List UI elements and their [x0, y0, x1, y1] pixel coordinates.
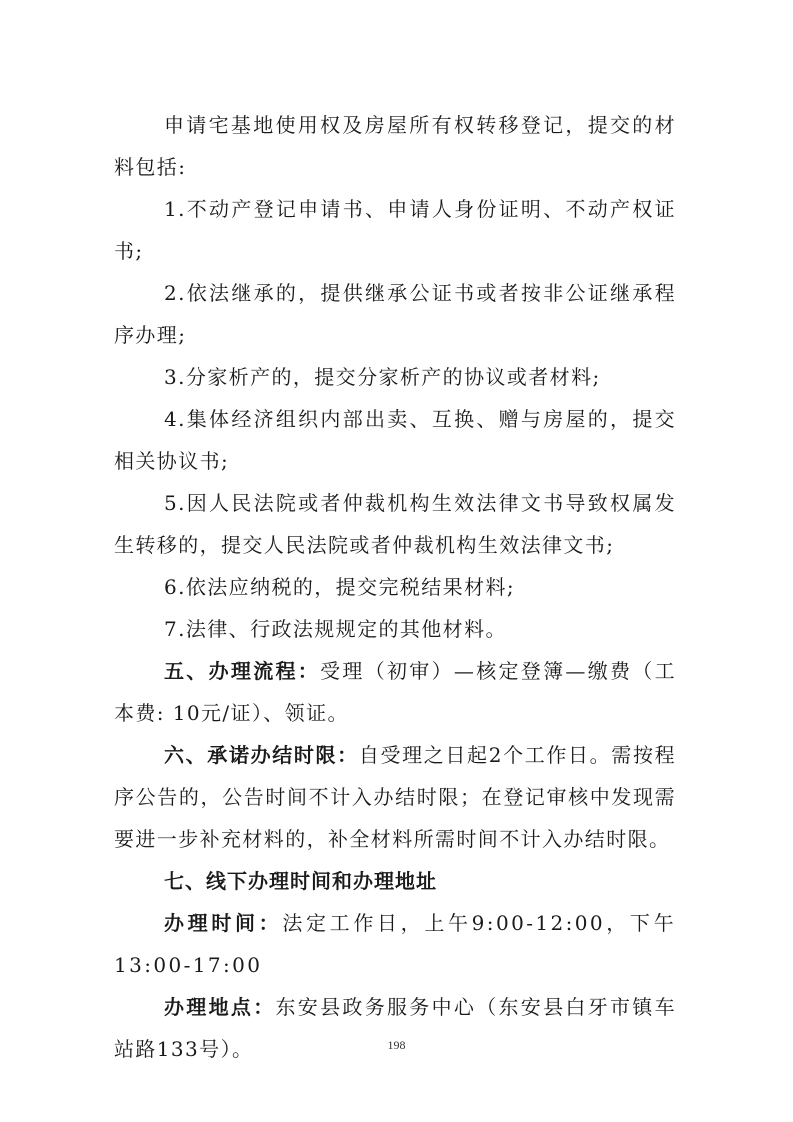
materials-item-2: 2.依法继承的，提供继承公证书或者按非公证继承程序办理; — [114, 281, 676, 347]
offline-section-heading: 七、线下办理时间和办理地址 — [164, 869, 437, 893]
office-address-label: 办理地点： — [164, 995, 276, 1019]
materials-item-3: 3.分家析产的，提交分家析产的协议或者材料; — [164, 365, 601, 389]
process-section — [114, 650, 676, 734]
office-hours-text: 法定工作日，上午9:00-12:00，下午13:00-17:00 — [114, 911, 676, 977]
process-text: 受理（初审）—核定登簿—缴费（工本费: 10元/证）、领证。 — [114, 659, 676, 725]
materials-item-1: 1.不动产登记申请书、申请人身份证明、不动产权证书; — [114, 197, 676, 263]
materials-item-5: 5.因人民法院或者仲裁机构生效法律文书导致权属发生转移的，提交人民法院或者仲裁机构生效法律文书; — [114, 491, 676, 557]
process-label: 五、办理流程： — [164, 659, 321, 683]
page-number: 198 — [387, 1038, 406, 1052]
office-address-text: 东安县政务服务中心（东安县白牙市镇车站路133号）。 — [114, 995, 676, 1061]
deadline-label: 六、承诺办结时限： — [164, 743, 359, 767]
materials-item-4: 4.集体经济组织内部出卖、互换、赠与房屋的，提交相关协议书; — [114, 407, 676, 473]
materials-item-6: 6.依法应纳税的，提交完税结果材料; — [164, 575, 516, 599]
materials-intro: 申请宅基地使用权及房屋所有权转移登记，提交的材料包括: — [114, 113, 676, 179]
office-hours — [114, 902, 676, 986]
deadline-text: 自受理之日起2个工作日。需按程序公告的，公告时间不计入办结时限；在登记审核中发现需要进一步补充材料的，补全材料所需时间不计入办结时限。 — [114, 743, 676, 851]
deadline-section — [114, 734, 676, 860]
materials-item-7: 7.法律、行政法规规定的其他材料。 — [164, 617, 507, 641]
document-body — [114, 104, 676, 1070]
office-address — [114, 986, 676, 1070]
office-hours-label: 办理时间： — [164, 911, 283, 935]
